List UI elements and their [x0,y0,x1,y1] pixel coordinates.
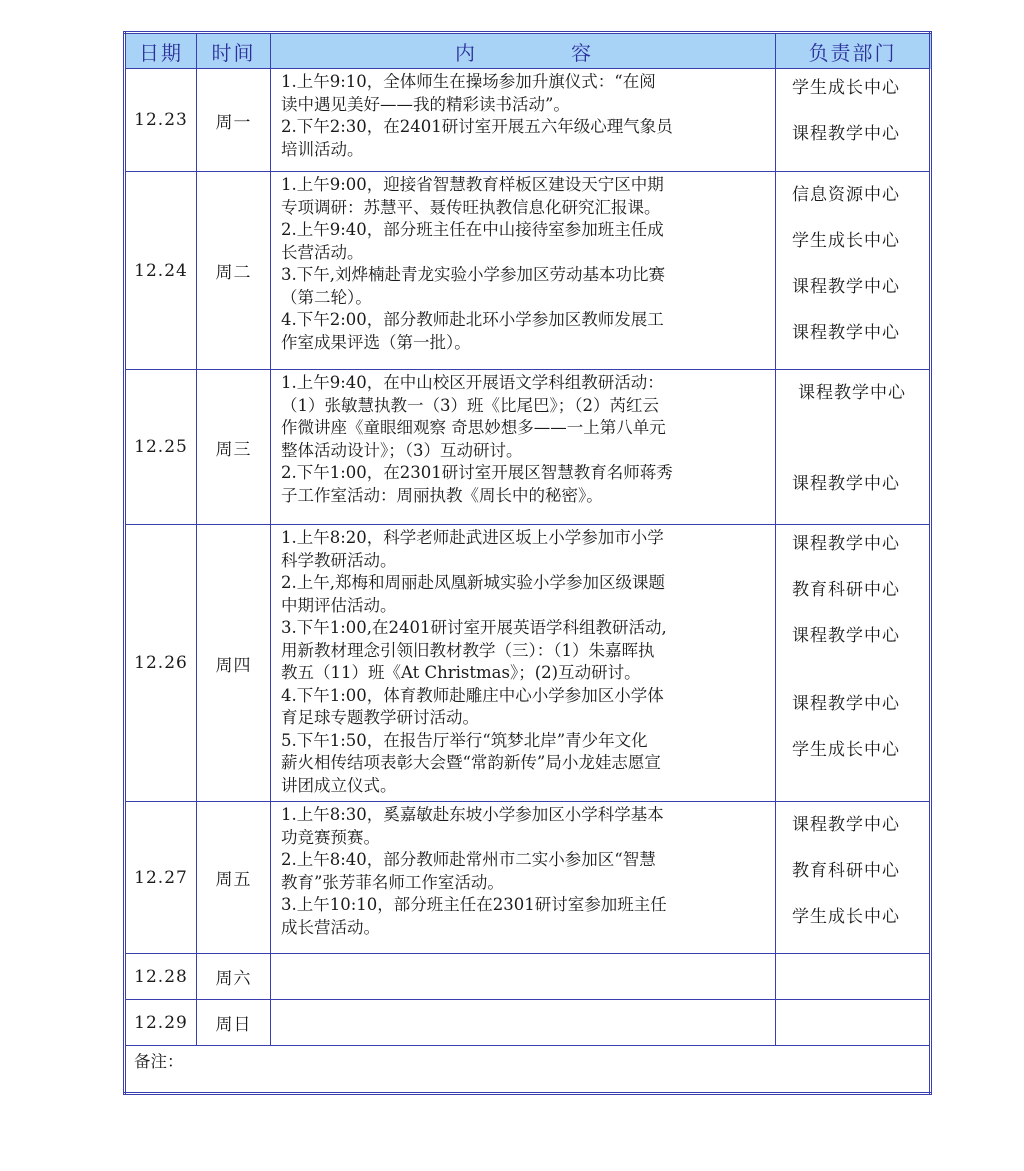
day-cell: 周六 [197,954,271,1000]
content-cell [271,69,776,172]
content-line: 用新教材理念引领旧教材教学（三）：（1）朱嘉晖执 [281,640,655,660]
dept-entry: 课程教学中心 [792,277,900,297]
content-line: 中期评估活动。 [281,595,397,615]
date-cell: 12.25 [125,370,197,525]
schedule-row-1223 [125,69,931,172]
content-cell [271,172,776,370]
content-line: 培训活动。 [281,139,364,159]
date-cell: 12.27 [125,802,197,954]
content-cell-empty [271,954,776,1000]
content-line: 科学教研活动。 [281,550,397,570]
dept-entry: 课程教学中心 [798,383,906,403]
day-cell: 周二 [197,172,271,370]
content-line: （1）张敏慧执教一（3）班《比尾巴》；（2）芮红云 [281,395,659,415]
date-cell: 12.24 [125,172,197,370]
content-line: 1.上午8:20，科学老师赴武进区坂上小学参加市小学 [281,528,664,547]
dept-entry: 课程教学中心 [792,124,900,144]
schedule-row-1224 [125,172,931,370]
note-cell [125,1046,931,1094]
header-content-part-2: 容 [571,40,591,65]
header-content-part-1: 内 [455,40,475,65]
day-cell: 周一 [197,69,271,172]
content-line: 2.上午8:40，部分教师赴常州市二实小参加区“智慧 [281,850,656,869]
note-row [125,1046,931,1094]
content-cell [271,370,776,525]
dept-cell [776,370,931,525]
content-cell [271,802,776,954]
dept-entry: 课程教学中心 [792,626,900,646]
dept-entry: 学生成长中心 [792,740,900,760]
content-line: 专项调研：苏慧平、聂传旺执教信息化研究汇报课。 [281,197,661,217]
dept-cell-empty [776,954,931,1000]
content-line: 2.上午,郑梅和周丽赴凤凰新城实验小学参加区级课题 [281,573,665,592]
content-line: 读中遇见美好——我的精彩读书活动”。 [281,94,570,114]
content-line: 1.上午8:30，奚嘉敏赴东坡小学参加区小学科学基本 [281,805,664,824]
content-line: 1.上午9:10，全体师生在操场参加升旗仪式：“在阅 [281,72,656,91]
header-row [125,33,931,69]
header-dept: 负责部门 [776,33,931,69]
dept-entry: 课程教学中心 [792,534,900,554]
dept-cell [776,525,931,802]
content-cell-empty [271,1000,776,1046]
dept-entry: 学生成长中心 [792,907,900,927]
dept-entry: 课程教学中心 [792,323,900,343]
content-line: 2.上午9:40，部分班主任在中山接待室参加班主任成 [281,220,664,239]
dept-entry: 课程教学中心 [792,815,900,835]
content-line: 育足球专题教学研讨活动。 [281,708,479,727]
content-line: 3.下午,刘烨楠赴青龙实验小学参加区劳动基本功比赛 [281,265,665,284]
content-line: 5.下午1:50，在报告厅举行“筑梦北岸”青少年文化 [281,730,648,750]
content-line: 薪火相传结项表彰大会暨“常韵新传”局小龙娃志愿宣 [281,753,661,772]
dept-entry: 教育科研中心 [792,580,900,600]
content-line: 2.下午1:00，在2301研讨室开展区智慧教育名师蒋秀 [281,463,673,482]
content-line: 成长营活动。 [281,917,380,937]
dept-entry: 教育科研中心 [792,861,900,881]
dept-entry: 学生成长中心 [792,231,900,251]
content-line: 3.上午10:10，部分班主任在2301研讨室参加班主任 [281,895,667,914]
schedule-row-1229 [125,1000,931,1046]
schedule-row-1225 [125,370,931,525]
content-line: 功竞赛预赛。 [281,827,380,847]
day-cell: 周五 [197,802,271,954]
dept-entry: 学生成长中心 [792,78,900,98]
dept-entry: 信息资源中心 [792,185,900,205]
content-line: 4.下午1:00，体育教师赴雕庄中心小学参加区小学体 [281,685,664,705]
content-line: 子工作室活动：周丽执教《周长中的秘密》。 [281,485,603,505]
schedule-row-1228 [125,954,931,1000]
date-cell: 12.28 [125,954,197,1000]
dept-cell [776,172,931,370]
content-line: 作微讲座《童眼细观察 奇思妙想多——一上第八单元 [281,418,666,437]
content-line: 长营活动。 [281,242,364,262]
schedule-row-1226 [125,525,931,802]
content-line: 4.下午2:00，部分教师赴北环小学参加区教师发展工 [281,310,664,329]
content-line: 2.下午2:30，在2401研讨室开展五六年级心理气象员 [281,117,673,136]
content-cell [271,525,776,802]
content-line: 1.上午9:40，在中山校区开展语文学科组教研活动： [281,373,664,392]
content-line: 教五（11）班《At Christmas》；(2)互动研讨。 [281,663,641,682]
content-line: 作室成果评选（第一批）。 [281,332,471,352]
weekly-schedule-table [123,31,932,1095]
content-line: 3.下午1:00,在2401研讨室开展英语学科组教研活动, [281,618,667,637]
header-date: 日期 [125,33,197,69]
content-line: 1.上午9:00，迎接省智慧教育样板区建设天宁区中期 [281,175,664,194]
content-line: （第二轮）。 [281,287,372,307]
header-day: 时间 [197,33,271,69]
dept-cell-empty [776,1000,931,1046]
date-cell: 12.29 [125,1000,197,1046]
dept-entry: 课程教学中心 [792,694,900,714]
dept-cell [776,802,931,954]
date-cell: 12.23 [125,69,197,172]
content-line: 讲团成立仪式。 [281,775,397,795]
day-cell: 周四 [197,525,271,802]
content-line: 整体活动设计》；（3）互动研讨。 [281,440,523,460]
date-cell: 12.26 [125,525,197,802]
note-label: 备注： [134,1052,184,1071]
dept-cell [776,69,931,172]
schedule-row-1227 [125,802,931,954]
content-line: 教育”张芳菲名师工作室活动。 [281,872,504,892]
dept-entry: 课程教学中心 [792,474,900,494]
day-cell: 周三 [197,370,271,525]
day-cell: 周日 [197,1000,271,1046]
header-content [271,33,776,69]
